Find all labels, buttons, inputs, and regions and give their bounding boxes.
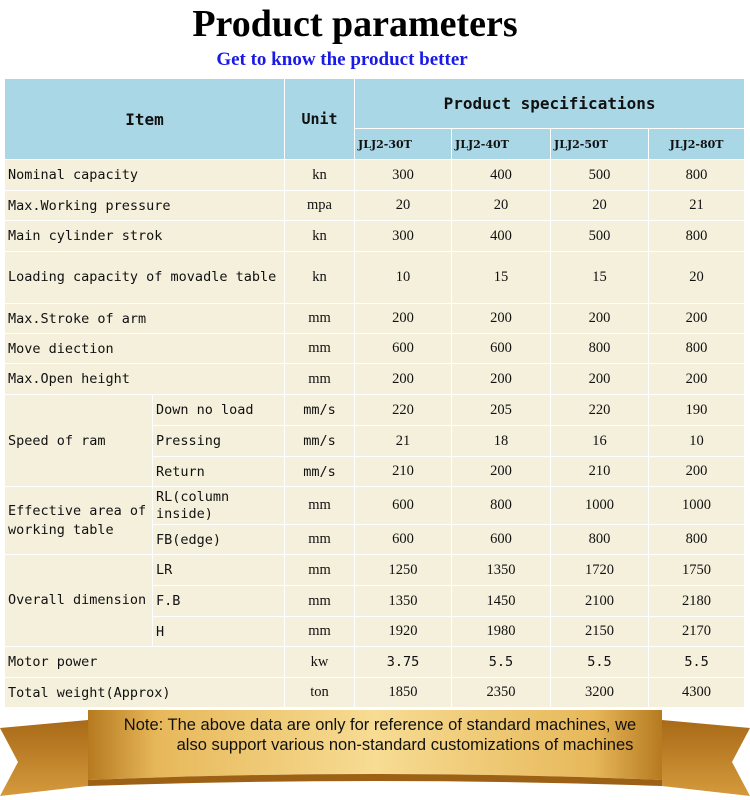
cell-value: 1000 <box>551 487 649 525</box>
sub-label: RL(column inside) <box>153 487 285 525</box>
sub-label: FB(edge) <box>153 525 285 555</box>
table-row <box>5 487 745 525</box>
cell-value: 1450 <box>452 586 551 617</box>
row-unit: mm <box>285 586 355 617</box>
cell-value: 800 <box>452 487 551 525</box>
row-unit: kn <box>285 160 355 191</box>
cell-value: 5.5 <box>452 647 551 678</box>
sub-label: Pressing <box>153 426 285 457</box>
cell-value: 300 <box>355 221 452 252</box>
cell-value: 220 <box>355 395 452 426</box>
row-unit: mm <box>285 525 355 555</box>
note-text <box>100 715 660 755</box>
row-label: Main cylinder strok <box>5 221 285 252</box>
cell-value: 200 <box>551 304 649 334</box>
note-line-2: also support various non-standard customizations of machines <box>176 736 634 754</box>
cell-value: 800 <box>649 334 745 364</box>
table-row <box>5 221 745 252</box>
row-label: Loading capacity of movadle table <box>5 252 285 304</box>
cell-value: 600 <box>452 525 551 555</box>
cell-value: 205 <box>452 395 551 426</box>
cell-value: 1000 <box>649 487 745 525</box>
cell-value: 200 <box>649 304 745 334</box>
row-unit: kn <box>285 252 355 304</box>
row-label: Move diection <box>5 334 285 364</box>
cell-value: 400 <box>452 221 551 252</box>
sub-label: Down no load <box>153 395 285 426</box>
row-label: Max.Open height <box>5 364 285 395</box>
cell-value: 800 <box>551 525 649 555</box>
row-unit: mm <box>285 334 355 364</box>
cell-value: 200 <box>452 364 551 395</box>
page-title: Product parameters <box>192 3 518 45</box>
cell-value: 10 <box>649 426 745 457</box>
cell-value: 200 <box>355 304 452 334</box>
cell-value: 4300 <box>649 678 745 708</box>
cell-value: 1980 <box>452 617 551 647</box>
row-unit: mm <box>285 617 355 647</box>
cell-value: 600 <box>355 525 452 555</box>
cell-value: 200 <box>355 364 452 395</box>
sub-label: H <box>153 617 285 647</box>
table-row <box>5 395 745 426</box>
cell-value: 20 <box>452 191 551 221</box>
cell-value: 1850 <box>355 678 452 708</box>
row-unit: ton <box>285 678 355 708</box>
cell-value: 200 <box>551 364 649 395</box>
ribbon-left-tail <box>0 720 88 796</box>
row-label: Nominal capacity <box>5 160 285 191</box>
cell-value: 220 <box>551 395 649 426</box>
cell-value: 800 <box>649 525 745 555</box>
cell-value: 1750 <box>649 555 745 586</box>
row-unit: mm/s <box>285 395 355 426</box>
cell-value: 2180 <box>649 586 745 617</box>
row-label: Max.Stroke of arm <box>5 304 285 334</box>
cell-value: 2170 <box>649 617 745 647</box>
cell-value: 600 <box>452 334 551 364</box>
cell-value: 21 <box>355 426 452 457</box>
cell-value: 20 <box>355 191 452 221</box>
table-row <box>5 191 745 221</box>
cell-value: 1350 <box>355 586 452 617</box>
row-label: Max.Working pressure <box>5 191 285 221</box>
cell-value: 16 <box>551 426 649 457</box>
table-row <box>5 252 745 304</box>
table-row <box>5 555 745 586</box>
cell-value: 3.75 <box>355 647 452 678</box>
cell-value: 15 <box>452 252 551 304</box>
cell-value: 400 <box>452 160 551 191</box>
cell-value: 200 <box>649 457 745 487</box>
sub-label: LR <box>153 555 285 586</box>
cell-value: 5.5 <box>551 647 649 678</box>
specs-header: Product specifications <box>355 79 745 129</box>
cell-value: 190 <box>649 395 745 426</box>
cell-value: 800 <box>649 221 745 252</box>
cell-value: 2100 <box>551 586 649 617</box>
table-row <box>5 678 745 708</box>
model-header: JLJ2-80T <box>649 129 745 160</box>
cell-value: 200 <box>452 457 551 487</box>
table-row <box>5 304 745 334</box>
note-line-1: Note: The above data are only for reference of standard machines, we <box>123 716 637 734</box>
ribbon-right-tail <box>662 720 750 796</box>
cell-value: 800 <box>649 160 745 191</box>
cell-value: 500 <box>551 160 649 191</box>
row-unit: kn <box>285 221 355 252</box>
cell-value: 200 <box>452 304 551 334</box>
row-label: Total weight(Approx) <box>5 678 285 708</box>
table-row <box>5 647 745 678</box>
cell-value: 500 <box>551 221 649 252</box>
cell-value: 15 <box>551 252 649 304</box>
cell-value: 20 <box>649 252 745 304</box>
table-row <box>5 334 745 364</box>
row-unit: mm <box>285 364 355 395</box>
cell-value: 21 <box>649 191 745 221</box>
cell-value: 18 <box>452 426 551 457</box>
group-label: Effective area of working table <box>5 487 153 555</box>
group-label: Speed of ram <box>5 395 153 487</box>
cell-value: 1920 <box>355 617 452 647</box>
cell-value: 2350 <box>452 678 551 708</box>
cell-value: 1350 <box>452 555 551 586</box>
cell-value: 3200 <box>551 678 649 708</box>
cell-value: 800 <box>551 334 649 364</box>
cell-value: 210 <box>355 457 452 487</box>
spec-table <box>4 78 745 708</box>
cell-value: 600 <box>355 334 452 364</box>
model-header: JLJ2-30T <box>355 129 452 160</box>
table-row <box>5 160 745 191</box>
row-unit: mm/s <box>285 457 355 487</box>
model-header: JLJ2-40T <box>452 129 551 160</box>
cell-value: 210 <box>551 457 649 487</box>
page-subtitle: Get to know the product better <box>216 49 468 70</box>
unit-header: Unit <box>285 79 355 160</box>
cell-value: 2150 <box>551 617 649 647</box>
cell-value: 5.5 <box>649 647 745 678</box>
table-row <box>5 364 745 395</box>
model-header: JLJ2-50T <box>551 129 649 160</box>
sub-label: F.B <box>153 586 285 617</box>
cell-value: 1250 <box>355 555 452 586</box>
row-unit: mm/s <box>285 426 355 457</box>
row-unit: mpa <box>285 191 355 221</box>
group-label: Overall dimension <box>5 555 153 647</box>
row-unit: kw <box>285 647 355 678</box>
cell-value: 10 <box>355 252 452 304</box>
cell-value: 300 <box>355 160 452 191</box>
row-unit: mm <box>285 555 355 586</box>
sub-label: Return <box>153 457 285 487</box>
cell-value: 200 <box>649 364 745 395</box>
cell-value: 600 <box>355 487 452 525</box>
row-unit: mm <box>285 304 355 334</box>
cell-value: 20 <box>551 191 649 221</box>
item-header: Item <box>5 79 285 160</box>
row-unit: mm <box>285 487 355 525</box>
cell-value: 1720 <box>551 555 649 586</box>
row-label: Motor power <box>5 647 285 678</box>
